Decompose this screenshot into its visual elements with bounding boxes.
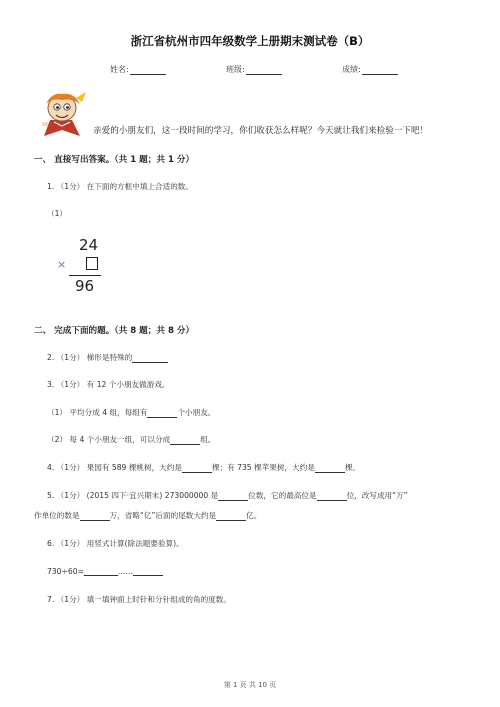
score-label: 成绩: (342, 65, 361, 74)
question-6-expression-text: 730÷60= (47, 567, 84, 576)
question-5-text-d: 作单位的数是 (34, 511, 80, 520)
question-6-remainder-dots: …… (117, 567, 134, 576)
question-3-part-1-blank[interactable] (147, 408, 177, 418)
question-6-expression (47, 566, 163, 576)
answer-box[interactable] (86, 257, 98, 270)
score-field (342, 64, 398, 75)
name-field (110, 64, 166, 75)
mascot-illustration (36, 90, 88, 138)
question-3-part-1 (47, 407, 215, 418)
score-blank (362, 65, 398, 75)
question-5-blank-3[interactable] (80, 511, 110, 521)
section-1-heading: 一、 直接写出答案。（共 1 题；共 1 分） (34, 155, 195, 165)
question-4 (47, 462, 360, 473)
question-5-line-1 (47, 490, 408, 501)
question-3: 3. （1分） 有 12 个小朋友做游戏。 (47, 380, 170, 389)
question-3-part-2-text: （2） 每 4 个小朋友一组，可以分成 (47, 435, 171, 444)
question-1-sub-1: （1） (47, 209, 68, 218)
question-5-blank-4[interactable] (216, 511, 246, 521)
question-6-quotient-blank[interactable] (84, 566, 118, 576)
multiplication-line (69, 275, 101, 276)
page-footer: 第 1 页 共 10 页 (223, 681, 277, 689)
question-3-part-2-blank[interactable] (170, 435, 200, 445)
name-label: 姓名: (110, 65, 129, 74)
question-3-part-1-text: （1） 平均分成 4 组，每组有 (47, 408, 148, 417)
question-2-blank[interactable] (132, 353, 168, 363)
class-blank (246, 65, 282, 75)
question-5-text-c: 位，改写成用“万” (346, 491, 408, 500)
question-6: 6. （1分） 用竖式计算(除法题要验算)。 (47, 539, 184, 548)
class-label: 班级: (226, 65, 245, 74)
question-7: 7. （1分） 填一填钟面上时针和分针组成的角的度数。 (47, 595, 231, 604)
name-blank (130, 65, 166, 75)
product: 96 (75, 277, 95, 295)
question-5-blank-1[interactable] (218, 491, 248, 501)
section-2-heading: 二、 完成下面的题。（共 8 题；共 8 分） (34, 326, 195, 336)
question-4-text-b: 棵；有 735 棵苹果树，大约是 (211, 463, 315, 472)
question-2-text: 2. （1分） 梯形是特殊的 (47, 353, 133, 362)
multiplicand: 24 (79, 236, 99, 254)
question-5-line-2 (34, 510, 261, 521)
question-4-text-c: 棵。 (344, 463, 360, 472)
question-6-remainder-blank[interactable] (133, 566, 163, 576)
question-5-text-b: 位数，它的最高位是 (248, 491, 317, 500)
question-5-blank-2[interactable] (317, 491, 347, 501)
question-1: 1. （1分） 在下面的方框中填上合适的数。 (47, 182, 193, 191)
question-3-part-2-suffix: 组。 (200, 435, 216, 444)
question-5-text-f: 亿。 (246, 511, 262, 520)
multiply-sign: × (57, 258, 67, 271)
class-field (226, 64, 282, 75)
question-2 (47, 352, 168, 363)
welcome-message: 亲爱的小朋友们，这一段时间的学习，你们收获怎么样呢？今天就让我们来检验一下吧！ (93, 126, 429, 136)
question-5-text-e: 万，省略“亿”后面的尾数大约是 (109, 511, 217, 520)
question-4-blank-1[interactable] (182, 463, 212, 473)
question-5-text-a: 5. （1分） (2015 四下·宜兴期末) 273000000 是 (47, 491, 219, 500)
page-title: 浙江省杭州市四年级数学上册期末测试卷（B） (130, 34, 370, 48)
vertical-multiplication (55, 236, 105, 296)
question-4-blank-2[interactable] (315, 463, 345, 473)
question-3-part-2 (47, 434, 215, 445)
question-4-text-a: 4. （1分） 果园有 589 棵桃树，大约是 (47, 463, 182, 472)
question-3-part-1-suffix: 个小朋友。 (177, 408, 216, 417)
